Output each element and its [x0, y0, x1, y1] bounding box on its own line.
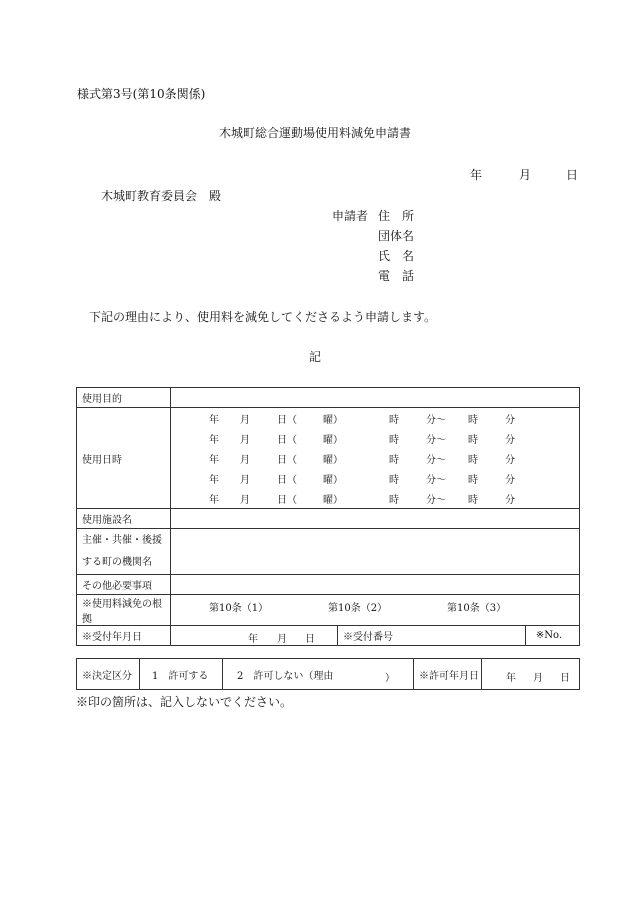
deny-label: 2 許可しない（理由 — [237, 670, 334, 682]
datetime-minute2: 分 — [505, 435, 515, 446]
datetime-weekday: 曜） — [323, 435, 343, 446]
datetime-month: 月 — [240, 435, 250, 446]
basis-option-1[interactable]: 第10条（1） — [209, 603, 269, 614]
permit-month: 月 — [533, 673, 543, 684]
datetime-year: 年 — [209, 455, 219, 466]
datetime-field[interactable] — [171, 408, 580, 509]
datetime-hour2: 時 — [468, 475, 478, 486]
facility-label: 使用施設名 — [77, 509, 171, 529]
basis-option-2[interactable]: 第10条（2） — [328, 603, 388, 614]
application-table — [76, 387, 580, 646]
datetime-label: 使用日時 — [77, 408, 171, 509]
applicant-group-label: 団体名 — [378, 229, 415, 243]
receipt-day: 日 — [305, 634, 315, 645]
sponsor-label-line2: する町の機関名 — [82, 556, 152, 568]
date-year: 年 — [470, 168, 483, 182]
datetime-weekday: 曜） — [323, 475, 343, 486]
datetime-row — [171, 408, 579, 428]
datetime-weekday: 曜） — [323, 455, 343, 466]
purpose-field[interactable] — [171, 388, 580, 408]
datetime-minute2: 分 — [505, 455, 515, 466]
datetime-year: 年 — [209, 415, 219, 426]
receipt-month: 月 — [277, 634, 287, 645]
datetime-row — [171, 468, 579, 488]
applicant-phone-label: 電 話 — [378, 269, 415, 283]
permit-date-label: ※許可年月日 — [414, 659, 482, 690]
datetime-hour: 時 — [389, 495, 399, 506]
datetime-rows — [171, 408, 579, 508]
deny-option[interactable] — [223, 659, 414, 690]
datetime-year: 年 — [209, 435, 219, 446]
sponsor-label-line1: 主催・共催・後援 — [82, 534, 162, 546]
receipt-year: 年 — [248, 634, 258, 645]
receipt-date-label: ※受付年月日 — [77, 626, 171, 646]
request-text: 下記の理由により、使用料を減免してくださるよう申請します。 — [89, 310, 437, 324]
document-title: 木城町総合運動場使用料減免申請書 — [218, 126, 411, 140]
datetime-hour: 時 — [389, 435, 399, 446]
datetime-row — [171, 488, 579, 508]
basis-option-3[interactable]: 第10条（3） — [447, 603, 507, 614]
decision-label: ※決定区分 — [77, 659, 140, 690]
other-field[interactable] — [171, 575, 580, 595]
datetime-minute2: 分 — [505, 495, 515, 506]
datetime-hour: 時 — [389, 455, 399, 466]
datetime-minute2: 分 — [505, 475, 515, 486]
date-month: 月 — [519, 168, 532, 182]
date-day: 日 — [566, 168, 579, 182]
datetime-minute-to: 分～ — [426, 455, 446, 466]
permit-date-field[interactable] — [482, 659, 580, 690]
applicant-name-label: 氏 名 — [378, 249, 415, 263]
addressee: 木城町教育委員会 殿 — [101, 189, 222, 203]
permit-day: 日 — [560, 673, 570, 684]
datetime-day: 日（ — [277, 455, 297, 466]
datetime-hour: 時 — [389, 475, 399, 486]
datetime-row — [171, 448, 579, 468]
datetime-hour: 時 — [389, 415, 399, 426]
datetime-month: 月 — [240, 495, 250, 506]
datetime-day: 日（ — [277, 475, 297, 486]
sponsor-label — [77, 529, 171, 575]
datetime-minute2: 分 — [505, 415, 515, 426]
datetime-year: 年 — [209, 495, 219, 506]
receipt-no-label: ※受付番号 — [338, 626, 526, 646]
datetime-minute-to: 分～ — [426, 475, 446, 486]
datetime-weekday: 曜） — [323, 495, 343, 506]
permit-option[interactable]: 1 許可する — [140, 659, 223, 690]
datetime-month: 月 — [240, 415, 250, 426]
datetime-hour2: 時 — [468, 455, 478, 466]
applicant-label: 申請者 — [332, 209, 369, 223]
decision-table — [76, 658, 580, 690]
basis-label: ※使用料減免の根拠 — [77, 595, 171, 626]
deny-close: ） — [385, 673, 395, 684]
datetime-month: 月 — [240, 475, 250, 486]
datetime-weekday: 曜） — [323, 415, 343, 426]
datetime-minute-to: 分～ — [426, 415, 446, 426]
facility-field[interactable] — [171, 509, 580, 529]
other-label: その他必要事項 — [77, 575, 171, 595]
datetime-year: 年 — [209, 475, 219, 486]
datetime-minute-to: 分～ — [426, 435, 446, 446]
datetime-row — [171, 428, 579, 448]
basis-field — [171, 595, 580, 626]
form-id: 様式第3号(第10条関係) — [77, 87, 206, 101]
receipt-date-field[interactable] — [171, 626, 338, 646]
purpose-label: 使用目的 — [77, 388, 171, 408]
sponsor-field[interactable] — [171, 529, 580, 575]
datetime-hour2: 時 — [468, 435, 478, 446]
datetime-month: 月 — [240, 455, 250, 466]
datetime-day: 日（ — [277, 415, 297, 426]
datetime-hour2: 時 — [468, 495, 478, 506]
datetime-hour2: 時 — [468, 415, 478, 426]
datetime-day: 日（ — [277, 495, 297, 506]
datetime-day: 日（ — [277, 435, 297, 446]
ki-heading: 記 — [308, 350, 321, 364]
permit-year: 年 — [506, 673, 516, 684]
footnote: ※印の箇所は、記入しないでください。 — [76, 695, 293, 709]
datetime-minute-to: 分～ — [426, 495, 446, 506]
applicant-address-label: 住 所 — [378, 209, 415, 223]
no-field[interactable]: ※No. — [525, 626, 579, 646]
